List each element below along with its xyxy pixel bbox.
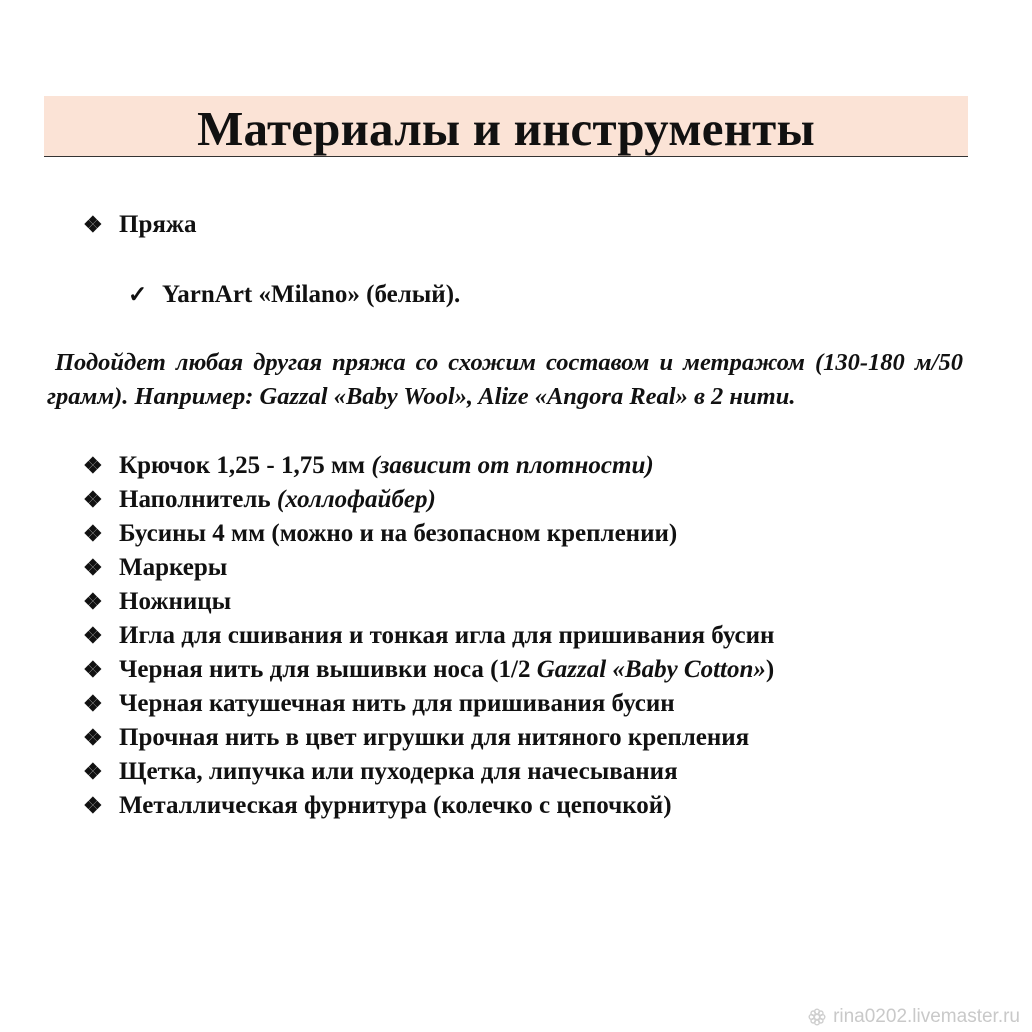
list-item (83, 721, 774, 755)
yarn-heading (83, 212, 197, 237)
list-item-note: (холлофайбер) (276, 486, 436, 513)
list-item-text: Металлическая фурнитура (колечко с цепочкой) (119, 792, 672, 819)
list-item-text: Щетка, липучка или пуходерка для начесывания (119, 758, 678, 785)
page-title: Материалы и инструменты (197, 100, 815, 156)
list-item (83, 585, 774, 619)
four-diamond-bullet-icon: ❖ (83, 212, 103, 237)
list-item-note: (зависит от плотности) (371, 452, 654, 479)
four-diamond-bullet-icon: ❖ (83, 691, 103, 716)
four-diamond-bullet-icon: ❖ (83, 759, 103, 784)
watermark (807, 1006, 1020, 1028)
list-item (83, 687, 774, 721)
materials-list (83, 449, 774, 823)
list-item-note: Gazzal «Baby Cotton» (536, 656, 766, 683)
list-item (83, 755, 774, 789)
list-item-text: Ножницы (119, 588, 232, 615)
list-item-text: Прочная нить в цвет игрушки для нитяного крепления (119, 724, 750, 751)
list-item (83, 483, 774, 517)
four-diamond-bullet-icon: ❖ (83, 453, 103, 478)
four-diamond-bullet-icon: ❖ (83, 521, 103, 546)
four-diamond-bullet-icon: ❖ (83, 623, 103, 648)
list-item-text: Игла для сшивания и тонкая игла для пришивания бусин (119, 622, 775, 649)
list-item-text: Крючок 1,25 - 1,75 мм (119, 452, 372, 479)
four-diamond-bullet-icon: ❖ (83, 725, 103, 750)
list-item-text: Маркеры (119, 554, 228, 581)
list-item (83, 517, 774, 551)
list-item (83, 789, 774, 823)
title-band (44, 96, 968, 157)
list-item (83, 449, 774, 483)
four-diamond-bullet-icon: ❖ (83, 589, 103, 614)
four-diamond-bullet-icon: ❖ (83, 487, 103, 512)
list-item (83, 551, 774, 585)
yarn-heading-label: Пряжа (119, 211, 197, 238)
yarn-item (128, 282, 460, 307)
list-item-text: Черная катушечная нить для пришивания бусин (119, 690, 675, 717)
watermark-text: rina0202.livemaster.ru (833, 1006, 1020, 1027)
checkmark-icon: ✓ (128, 282, 148, 307)
list-item (83, 619, 774, 653)
flower-logo-icon (807, 1007, 827, 1027)
list-item-text: Бусины 4 мм (можно и на безопасном креплении) (119, 520, 678, 547)
list-item-text: Наполнитель (119, 486, 277, 513)
yarn-substitute-note: Подойдет любая другая пряжа со схожим составом и метражом (130-180 м/50 грамм). Например: Gazzal «Baby Wool», Alize «Angora Real» в 2 нити. (47, 349, 963, 410)
list-item-text-end: ) (765, 656, 775, 683)
yarn-item-label: YarnArt «Milano» (белый). (162, 281, 461, 308)
list-item-text: Черная нить для вышивки носа (1/2 (119, 656, 537, 683)
four-diamond-bullet-icon: ❖ (83, 555, 103, 580)
four-diamond-bullet-icon: ❖ (83, 793, 103, 818)
list-item (83, 653, 774, 687)
four-diamond-bullet-icon: ❖ (83, 657, 103, 682)
